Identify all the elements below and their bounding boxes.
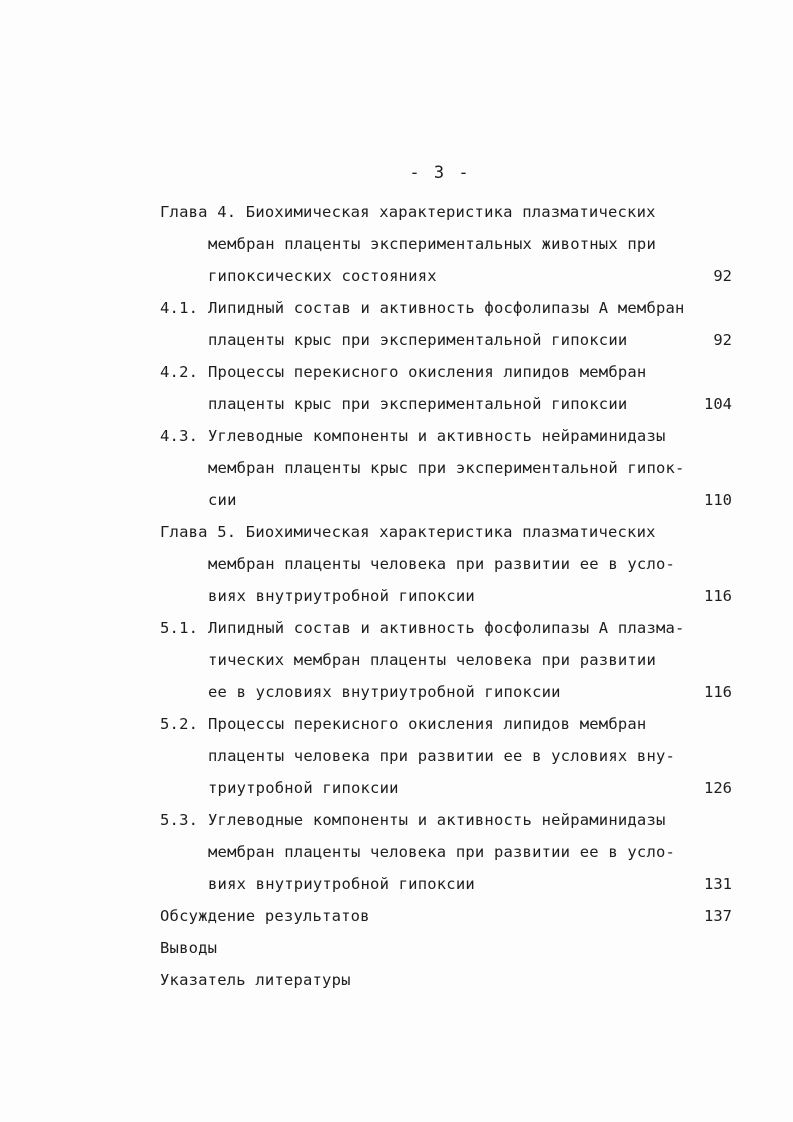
toc-line: тических мембран плаценты человека при развитии xyxy=(208,651,656,669)
toc-line: сии xyxy=(208,491,237,509)
toc-line: плаценты человека при развитии ее в условиях вну- xyxy=(208,747,676,765)
toc-line: мембран плаценты человека при развитии ее в усло- xyxy=(208,555,676,573)
toc-line: ее в условиях внутриутробной гипоксии xyxy=(208,683,561,701)
toc-line: Указатель литературы xyxy=(160,971,351,989)
section-number: 4.2. xyxy=(160,363,199,381)
toc-chapter-5 xyxy=(160,516,732,612)
toc-section-4-2 xyxy=(160,356,732,420)
toc-line: Углеводные компоненты и активность нейраминидазы xyxy=(208,427,666,445)
toc-discussion xyxy=(160,900,732,932)
toc-line: Процессы перекисного окисления липидов мембран xyxy=(208,363,647,381)
toc-chapter-4 xyxy=(160,196,732,292)
toc-page-ref: 131 xyxy=(704,875,732,893)
toc-page-ref: 126 xyxy=(704,779,732,797)
toc-line: гипоксических состояниях xyxy=(208,267,437,285)
toc-line: Выводы xyxy=(160,939,218,957)
toc-line: мембран плаценты человека при развитии ее в усло- xyxy=(208,843,676,861)
toc-section-5-2 xyxy=(160,708,732,804)
toc-page-ref: 137 xyxy=(704,907,732,925)
toc-line: мембран плаценты крыс при экспериментальной гипок- xyxy=(208,459,685,477)
toc-conclusions xyxy=(160,932,732,964)
section-number: 5.1. xyxy=(160,619,199,637)
page-number: - 3 - xyxy=(409,163,471,183)
toc-line: Углеводные компоненты и активность нейраминидазы xyxy=(208,811,666,829)
toc-line: Липидный состав и активность фосфолипазы А мембран xyxy=(208,299,685,317)
section-number: 5.3. xyxy=(160,811,199,829)
toc-line: триутробной гипоксии xyxy=(208,779,399,797)
toc-line: Глава 5. Биохимическая характеристика плазматических xyxy=(160,523,656,541)
toc-line: Процессы перекисного окисления липидов мембран xyxy=(208,715,647,733)
toc-page-ref: 116 xyxy=(704,683,732,701)
toc-page-ref: 110 xyxy=(704,491,732,509)
toc-section-4-3 xyxy=(160,420,732,516)
section-number: 4.1. xyxy=(160,299,199,317)
toc-line: Обсуждение результатов xyxy=(160,907,370,925)
toc-line: мембран плаценты экспериментальных животных при xyxy=(208,235,656,253)
toc-page-ref: 92 xyxy=(713,267,732,285)
toc-page-ref: 92 xyxy=(713,331,732,349)
toc-line: Липидный состав и активность фосфолипазы А плазма- xyxy=(208,619,685,637)
toc-page-ref: 116 xyxy=(704,587,732,605)
toc-line: плаценты крыс при экспериментальной гипоксии xyxy=(208,395,628,413)
toc-line: плаценты крыс при экспериментальной гипоксии xyxy=(208,331,628,349)
table-of-contents xyxy=(160,196,732,996)
toc-section-4-1 xyxy=(160,292,732,356)
toc-line: виях внутриутробной гипоксии xyxy=(208,875,475,893)
section-number: 4.3. xyxy=(160,427,199,445)
toc-page-ref: 104 xyxy=(704,395,732,413)
section-number: 5.2. xyxy=(160,715,199,733)
toc-line: Глава 4. Биохимическая характеристика плазматических xyxy=(160,203,656,221)
toc-references xyxy=(160,964,732,996)
toc-section-5-1 xyxy=(160,612,732,708)
toc-section-5-3 xyxy=(160,804,732,900)
toc-line: виях внутриутробной гипоксии xyxy=(208,587,475,605)
